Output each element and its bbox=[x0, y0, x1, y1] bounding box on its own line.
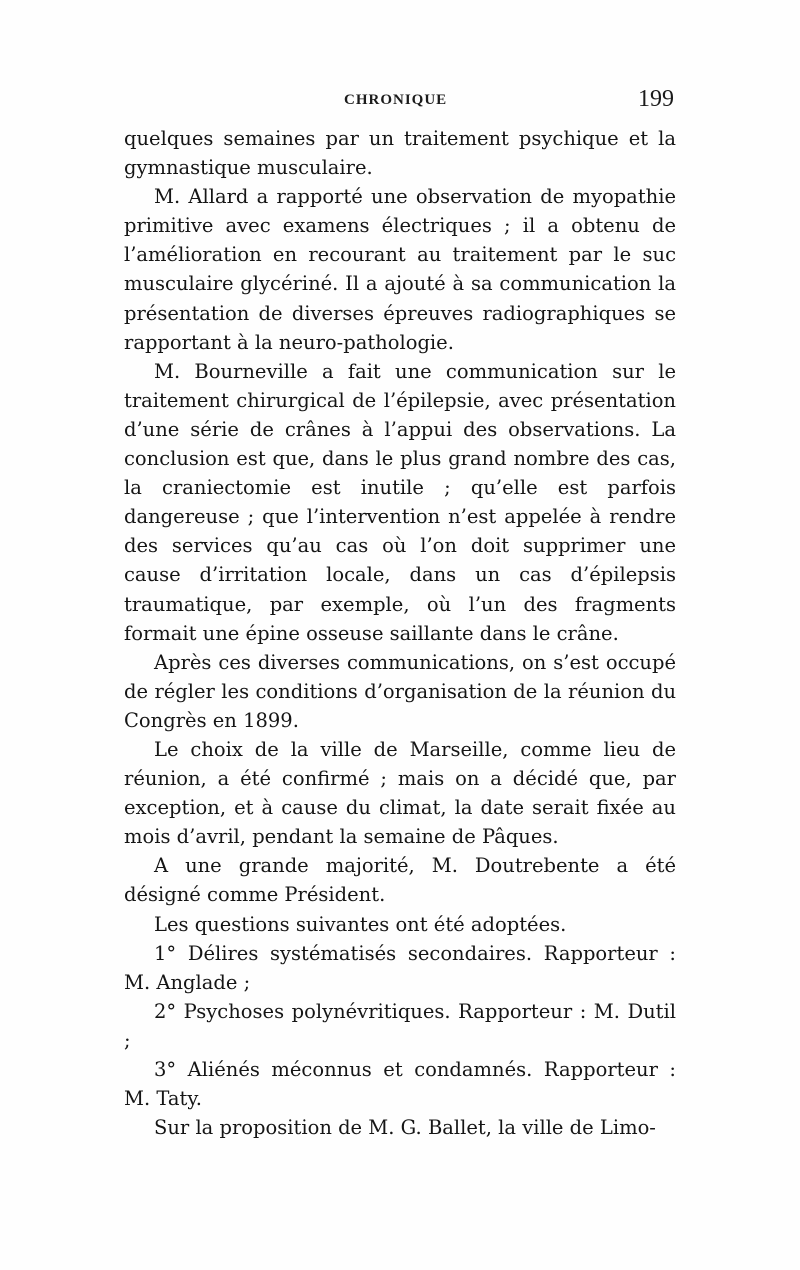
paragraph-president: A une grande majorité, M. Doutrebente a été désigné comme Président. bbox=[124, 854, 676, 907]
running-head: CHRONIQUE bbox=[344, 92, 448, 108]
page-header bbox=[126, 86, 674, 120]
paragraph-continuation: quelques semaines par un traitement psychique et la gymnastique musculaire. bbox=[124, 127, 676, 180]
question-item-2: 2° Psychoses polynévritiques. Rapporteur : M. Dutil ; bbox=[124, 999, 676, 1052]
paragraph-limoges: Sur la proposition de M. G. Ballet, la ville de Limo- bbox=[154, 1116, 656, 1140]
paragraph-organisation: Après ces diverses communications, on s’est occupé de régler les conditions d’organisation de la réunion du Congrès en 1899. bbox=[124, 650, 676, 732]
body-text bbox=[124, 124, 676, 1142]
question-item-1: 1° Délires systématisés secondaires. Rapporteur : M. Anglade ; bbox=[124, 941, 676, 994]
question-item-3: 3° Aliénés méconnus et condamnés. Rapporteur : M. Taty. bbox=[124, 1058, 676, 1111]
paragraph-allard: M. Allard a rapporté une observation de myopathie primitive avec examens électriques ; il a obtenu de l’amélioration en recourant au traitement par le suc musculaire glycériné. Il a ajouté à sa communication la présentation de diverses épreuves radiographiques se rapportant à la neuro-pathologie. bbox=[124, 185, 676, 354]
paragraph-questions: Les questions suivantes ont été adoptées. bbox=[154, 912, 567, 936]
page-number: 199 bbox=[638, 86, 674, 112]
paragraph-bourneville: M. Bourneville a fait une communication sur le traitement chirurgical de l’épilepsie, avec présentation d’une série de crânes à l’appui des observations. La conclusion est que, dans le plus grand nombre des cas, la craniectomie est inutile ; qu’elle est parfois dangereuse ; que l’intervention n’est appelée à rendre des services qu’au cas où l’on doit supprimer une cause d’irritation locale, dans un cas d’épilepsis traumatique, par exemple, où l’un des fragments formait une épine osseuse saillante dans le crâne. bbox=[124, 359, 676, 645]
paragraph-marseille: Le choix de la ville de Marseille, comme lieu de réunion, a été confirmé ; mais on a décidé que, par exception, et à cause du climat, la date serait fixée au mois d’avril, pendant la semaine de Pâques. bbox=[124, 737, 676, 849]
